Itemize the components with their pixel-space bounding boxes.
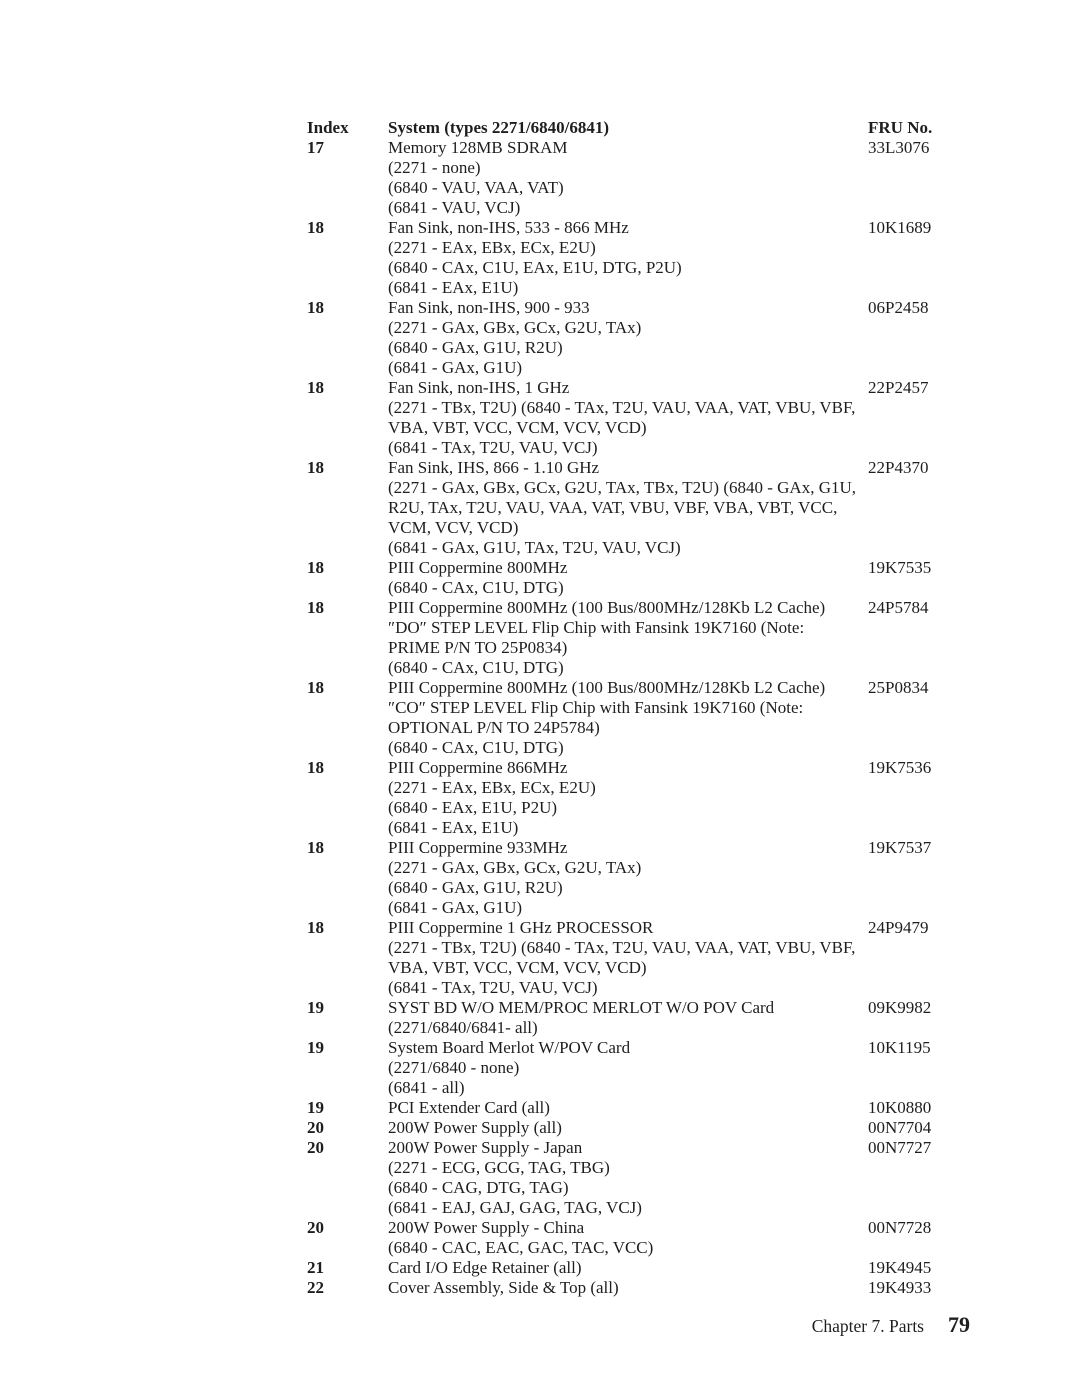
part-model-codes: (6841 - TAx, T2U, VAU, VCJ) [388,438,598,457]
part-model-codes: PRIME P/N TO 25P0834) [388,638,568,657]
part-model-codes: (2271 - none) [388,158,481,177]
table-row [307,598,967,678]
part-description: 200W Power Supply (all) [388,1118,562,1137]
index-cell: 20 [307,1218,324,1237]
part-model-codes: (6840 - EAx, E1U, P2U) [388,798,558,817]
fru-number-cell: 24P5784 [868,598,929,617]
description-cell [388,838,868,918]
part-description: Card I/O Edge Retainer (all) [388,1258,582,1277]
part-model-codes: (6840 - VAU, VAA, VAT) [388,178,564,197]
description-cell [388,558,868,598]
part-model-codes: (6840 - CAx, C1U, EAx, E1U, DTG, P2U) [388,258,682,277]
fru-number-cell: 10K1689 [868,218,932,237]
table-row [307,678,967,758]
table-body [307,138,967,1298]
part-model-codes: (6840 - GAx, G1U, R2U) [388,338,563,357]
description-cell [388,1218,868,1258]
table-row [307,1218,967,1258]
part-description: PIII Coppermine 800MHz (100 Bus/800MHz/128Kb L2 Cache) [388,598,826,617]
part-model-codes: (6841 - EAJ, GAJ, GAG, TAG, VCJ) [388,1198,642,1217]
description-cell [388,1098,868,1118]
part-model-codes: OPTIONAL P/N TO 24P5784) [388,718,600,737]
index-cell: 20 [307,1138,324,1157]
part-model-codes: (2271 - EAx, EBx, ECx, E2U) [388,238,596,257]
part-model-codes: (6841 - GAx, G1U, TAx, T2U, VAU, VCJ) [388,538,681,557]
part-model-codes: (6840 - CAx, C1U, DTG) [388,658,564,677]
part-model-codes: (2271 - GAx, GBx, GCx, G2U, TAx) [388,318,642,337]
index-cell: 20 [307,1118,324,1137]
part-model-codes: VCM, VCV, VCD) [388,518,519,537]
description-cell [388,378,868,458]
index-cell: 18 [307,378,324,397]
part-description: PIII Coppermine 933MHz [388,838,568,857]
index-cell: 18 [307,838,324,857]
description-cell [388,298,868,378]
chapter-label: Chapter 7. Parts [811,1316,924,1336]
part-model-codes: VBA, VBT, VCC, VCM, VCV, VCD) [388,418,647,437]
part-model-codes: (6840 - CAG, DTG, TAG) [388,1178,569,1197]
part-description: PIII Coppermine 800MHz (100 Bus/800MHz/128Kb L2 Cache) [388,678,826,697]
table-row [307,1038,967,1098]
description-cell [388,598,868,678]
part-description: Fan Sink, IHS, 866 - 1.10 GHz [388,458,600,477]
table-row [307,1138,967,1218]
part-model-codes: (6841 - GAx, G1U) [388,898,523,917]
fru-number-cell: 09K9982 [868,998,932,1017]
part-model-codes: (6841 - all) [388,1078,465,1097]
description-cell [388,1138,868,1218]
index-cell: 18 [307,558,324,577]
fru-number-cell: 00N7727 [868,1138,932,1157]
table-row [307,138,967,218]
part-model-codes: (2271/6840 - none) [388,1058,520,1077]
index-cell: 18 [307,458,324,477]
part-description: Fan Sink, non-IHS, 1 GHz [388,378,570,397]
fru-number-cell: 22P4370 [868,458,929,477]
description-cell [388,1278,868,1298]
part-model-codes: (6841 - GAx, G1U) [388,358,523,377]
description-cell [388,758,868,838]
page-number: 79 [948,1312,970,1337]
table-row [307,1118,967,1138]
part-model-codes: (6840 - GAx, G1U, R2U) [388,878,563,897]
table-row [307,758,967,838]
fru-number-cell: 24P9479 [868,918,929,937]
part-description: System Board Merlot W/POV Card [388,1038,631,1057]
part-description: Cover Assembly, Side & Top (all) [388,1278,619,1297]
index-cell: 18 [307,298,324,317]
part-model-codes: VBA, VBT, VCC, VCM, VCV, VCD) [388,958,647,977]
table-row [307,298,967,378]
description-cell [388,1258,868,1278]
fru-number-cell: 19K7537 [868,838,932,857]
part-model-codes: (2271 - EAx, EBx, ECx, E2U) [388,778,596,797]
index-cell: 19 [307,998,324,1017]
index-cell: 18 [307,758,324,777]
table-header-row [307,118,967,138]
part-description: Memory 128MB SDRAM [388,138,568,157]
part-description: PIII Coppermine 800MHz [388,558,568,577]
parts-table [307,118,967,1298]
description-cell [388,1118,868,1138]
table-row [307,558,967,598]
fru-number-cell: 25P0834 [868,678,929,697]
description-cell [388,678,868,758]
index-cell: 18 [307,678,324,697]
fru-number-cell: 19K7536 [868,758,932,777]
table-row [307,1258,967,1278]
part-model-codes: (2271 - TBx, T2U) (6840 - TAx, T2U, VAU, VAA, VAT, VBU, VBF, [388,398,856,417]
description-cell [388,998,868,1038]
index-cell: 19 [307,1038,324,1057]
index-cell: 21 [307,1258,324,1277]
index-cell: 18 [307,218,324,237]
page-footer [812,1312,970,1338]
index-cell: 18 [307,598,324,617]
part-description: 200W Power Supply - China [388,1218,585,1237]
part-model-codes: (6840 - CAx, C1U, DTG) [388,738,564,757]
index-cell: 18 [307,918,324,937]
table-row [307,918,967,998]
part-model-codes: (2271 - TBx, T2U) (6840 - TAx, T2U, VAU, VAA, VAT, VBU, VBF, [388,938,856,957]
fru-number-cell: 19K7535 [868,558,932,577]
part-model-codes: (2271 - ECG, GCG, TAG, TBG) [388,1158,610,1177]
table-row [307,218,967,298]
part-model-codes: (6840 - CAC, EAC, GAC, TAC, VCC) [388,1238,654,1257]
index-cell: 17 [307,138,324,157]
table-row [307,1098,967,1118]
part-model-codes: (6840 - CAx, C1U, DTG) [388,578,564,597]
fru-number-cell: 22P2457 [868,378,929,397]
table-row [307,998,967,1038]
part-model-codes: ″DO″ STEP LEVEL Flip Chip with Fansink 19K7160 (Note: [388,618,805,637]
table-row [307,1278,967,1298]
description-cell [388,1038,868,1098]
description-cell [388,458,868,558]
part-model-codes: (6841 - TAx, T2U, VAU, VCJ) [388,978,598,997]
column-header-fru: FRU No. [868,118,933,137]
part-description: PIII Coppermine 866MHz [388,758,568,777]
part-model-codes: (2271/6840/6841- all) [388,1018,538,1037]
fru-number-cell: 00N7704 [868,1118,932,1137]
table-row [307,378,967,458]
fru-number-cell: 06P2458 [868,298,929,317]
description-cell [388,918,868,998]
description-cell [388,218,868,298]
index-cell: 19 [307,1098,324,1117]
part-description: PCI Extender Card (all) [388,1098,550,1117]
part-description: 200W Power Supply - Japan [388,1138,583,1157]
fru-number-cell: 00N7728 [868,1218,932,1237]
table-row [307,458,967,558]
fru-number-cell: 10K0880 [868,1098,932,1117]
fru-number-cell: 19K4933 [868,1278,932,1297]
part-model-codes: R2U, TAx, T2U, VAU, VAA, VAT, VBU, VBF, VBA, VBT, VCC, [388,498,838,517]
table-row [307,838,967,918]
part-model-codes: (6841 - EAx, E1U) [388,278,519,297]
part-model-codes: (2271 - GAx, GBx, GCx, G2U, TAx) [388,858,642,877]
fru-number-cell: 33L3076 [868,138,930,157]
part-model-codes: (2271 - GAx, GBx, GCx, G2U, TAx, TBx, T2U) (6840 - GAx, G1U, [388,478,857,497]
part-model-codes: ″CO″ STEP LEVEL Flip Chip with Fansink 19K7160 (Note: [388,698,804,717]
column-header-index: Index [307,118,349,137]
part-description: Fan Sink, non-IHS, 533 - 866 MHz [388,218,629,237]
fru-number-cell: 10K1195 [868,1038,931,1057]
description-cell [388,138,868,218]
part-model-codes: (6841 - EAx, E1U) [388,818,519,837]
column-header-system: System (types 2271/6840/6841) [388,118,609,137]
index-cell: 22 [307,1278,324,1297]
part-description: SYST BD W/O MEM/PROC MERLOT W/O POV Card [388,998,775,1017]
part-description: PIII Coppermine 1 GHz PROCESSOR [388,918,654,937]
part-model-codes: (6841 - VAU, VCJ) [388,198,521,217]
part-description: Fan Sink, non-IHS, 900 - 933 [388,298,590,317]
fru-number-cell: 19K4945 [868,1258,932,1277]
